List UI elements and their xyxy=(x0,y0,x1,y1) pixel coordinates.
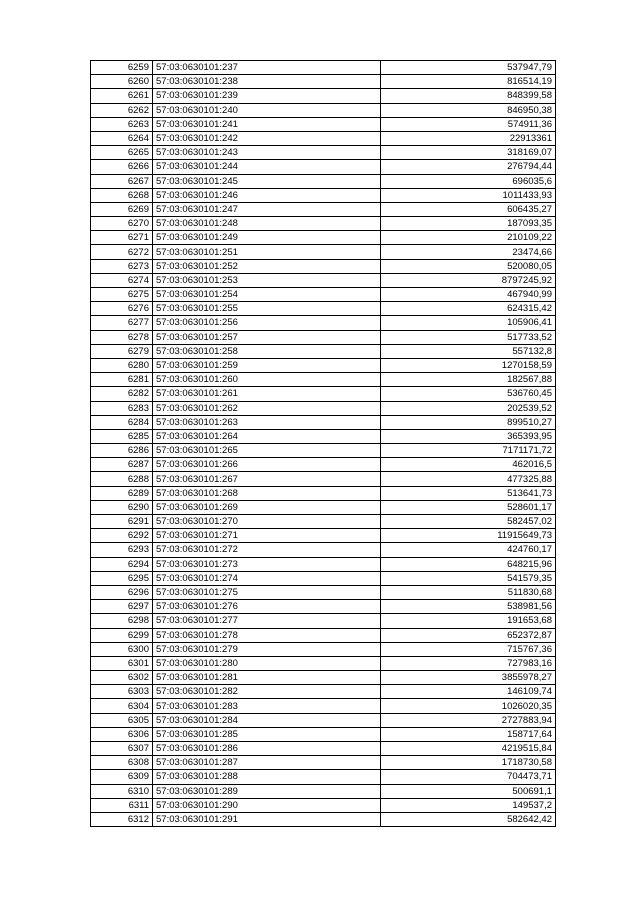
cadastral-number-cell: 57:03:0630101:261 xyxy=(153,387,381,401)
cadastral-value-cell: 648215,96 xyxy=(381,557,556,571)
cadastral-number-cell: 57:03:0630101:288 xyxy=(153,770,381,784)
cadastral-value-cell: 7171171,72 xyxy=(381,444,556,458)
cadastral-number-cell: 57:03:0630101:277 xyxy=(153,614,381,628)
cadastral-value-cell: 365393,95 xyxy=(381,429,556,443)
cadastral-value-cell: 848399,58 xyxy=(381,89,556,103)
cadastral-value-cell: 276794,44 xyxy=(381,160,556,174)
cadastral-number-cell: 57:03:0630101:285 xyxy=(153,727,381,741)
cadastral-value-cell: 477325,88 xyxy=(381,472,556,486)
cadastral-value-cell: 528601,17 xyxy=(381,500,556,514)
cadastral-value-cell: 318169,07 xyxy=(381,146,556,160)
cadastral-number-cell: 57:03:0630101:273 xyxy=(153,557,381,571)
cadastral-number-cell: 57:03:0630101:249 xyxy=(153,231,381,245)
table-row xyxy=(91,798,556,812)
table-row xyxy=(91,557,556,571)
table-row xyxy=(91,628,556,642)
cadastral-value-cell: 624315,42 xyxy=(381,302,556,316)
cadastral-number-cell: 57:03:0630101:256 xyxy=(153,316,381,330)
table-row xyxy=(91,330,556,344)
row-number-cell: 6287 xyxy=(91,458,153,472)
cadastral-value-cell: 1718730,58 xyxy=(381,756,556,770)
table-row xyxy=(91,89,556,103)
table-row xyxy=(91,401,556,415)
row-number-cell: 6298 xyxy=(91,614,153,628)
cadastral-value-cell: 816514,19 xyxy=(381,75,556,89)
cadastral-value-cell: 11915649,73 xyxy=(381,529,556,543)
cadastral-value-cell: 537947,79 xyxy=(381,61,556,75)
row-number-cell: 6278 xyxy=(91,330,153,344)
cadastral-value-cell: 467940,99 xyxy=(381,288,556,302)
table-row xyxy=(91,444,556,458)
cadastral-number-cell: 57:03:0630101:241 xyxy=(153,117,381,131)
row-number-cell: 6301 xyxy=(91,656,153,670)
cadastral-value-cell: 424760,17 xyxy=(381,543,556,557)
table-row xyxy=(91,756,556,770)
cadastral-number-cell: 57:03:0630101:268 xyxy=(153,486,381,500)
cadastral-number-cell: 57:03:0630101:252 xyxy=(153,259,381,273)
table-row xyxy=(91,415,556,429)
cadastral-number-cell: 57:03:0630101:272 xyxy=(153,543,381,557)
cadastral-value-cell: 582642,42 xyxy=(381,812,556,826)
table-row xyxy=(91,515,556,529)
table-row xyxy=(91,188,556,202)
cadastral-number-cell: 57:03:0630101:264 xyxy=(153,429,381,443)
row-number-cell: 6273 xyxy=(91,259,153,273)
table-row xyxy=(91,600,556,614)
table-row xyxy=(91,585,556,599)
row-number-cell: 6285 xyxy=(91,429,153,443)
cadastral-value-cell: 158717,64 xyxy=(381,727,556,741)
table-row xyxy=(91,770,556,784)
cadastral-number-cell: 57:03:0630101:255 xyxy=(153,302,381,316)
cadastral-number-cell: 57:03:0630101:270 xyxy=(153,515,381,529)
row-number-cell: 6304 xyxy=(91,699,153,713)
cadastral-number-cell: 57:03:0630101:267 xyxy=(153,472,381,486)
row-number-cell: 6279 xyxy=(91,344,153,358)
cadastral-number-cell: 57:03:0630101:263 xyxy=(153,415,381,429)
cadastral-value-cell: 500691,1 xyxy=(381,784,556,798)
row-number-cell: 6280 xyxy=(91,358,153,372)
table-row xyxy=(91,302,556,316)
row-number-cell: 6291 xyxy=(91,515,153,529)
cadastral-value-cell: 105906,41 xyxy=(381,316,556,330)
table-row xyxy=(91,344,556,358)
table-row xyxy=(91,642,556,656)
table-row xyxy=(91,699,556,713)
table-row xyxy=(91,742,556,756)
cadastral-value-cell: 191653,68 xyxy=(381,614,556,628)
cadastral-number-cell: 57:03:0630101:259 xyxy=(153,358,381,372)
cadastral-number-cell: 57:03:0630101:247 xyxy=(153,202,381,216)
table-row xyxy=(91,656,556,670)
table-row xyxy=(91,472,556,486)
row-number-cell: 6277 xyxy=(91,316,153,330)
row-number-cell: 6259 xyxy=(91,61,153,75)
row-number-cell: 6269 xyxy=(91,202,153,216)
cadastral-number-cell: 57:03:0630101:289 xyxy=(153,784,381,798)
row-number-cell: 6274 xyxy=(91,273,153,287)
cadastral-value-cell: 513641,73 xyxy=(381,486,556,500)
table-row xyxy=(91,358,556,372)
table-row xyxy=(91,160,556,174)
cadastral-value-cell: 1011433,93 xyxy=(381,188,556,202)
cadastral-number-cell: 57:03:0630101:279 xyxy=(153,642,381,656)
cadastral-number-cell: 57:03:0630101:286 xyxy=(153,742,381,756)
cadastral-value-cell: 517733,52 xyxy=(381,330,556,344)
cadastral-value-cell: 582457,02 xyxy=(381,515,556,529)
cadastral-value-cell: 149537,2 xyxy=(381,798,556,812)
cadastral-value-cell: 536760,45 xyxy=(381,387,556,401)
cadastral-value-cell: 727983,16 xyxy=(381,656,556,670)
row-number-cell: 6275 xyxy=(91,288,153,302)
table-row xyxy=(91,117,556,131)
cadastral-value-cell: 2727883,94 xyxy=(381,713,556,727)
row-number-cell: 6283 xyxy=(91,401,153,415)
cadastral-value-cell: 541579,35 xyxy=(381,571,556,585)
cadastral-number-cell: 57:03:0630101:282 xyxy=(153,685,381,699)
row-number-cell: 6296 xyxy=(91,585,153,599)
table-row xyxy=(91,75,556,89)
cadastral-value-cell: 715767,36 xyxy=(381,642,556,656)
row-number-cell: 6260 xyxy=(91,75,153,89)
cadastral-value-cell: 8797245,92 xyxy=(381,273,556,287)
row-number-cell: 6310 xyxy=(91,784,153,798)
row-number-cell: 6292 xyxy=(91,529,153,543)
cadastral-number-cell: 57:03:0630101:276 xyxy=(153,600,381,614)
cadastral-value-cell: 4219515,84 xyxy=(381,742,556,756)
cadastral-value-cell: 606435,27 xyxy=(381,202,556,216)
cadastral-number-cell: 57:03:0630101:280 xyxy=(153,656,381,670)
table-row xyxy=(91,387,556,401)
row-number-cell: 6267 xyxy=(91,174,153,188)
cadastral-number-cell: 57:03:0630101:262 xyxy=(153,401,381,415)
cadastral-number-cell: 57:03:0630101:244 xyxy=(153,160,381,174)
row-number-cell: 6305 xyxy=(91,713,153,727)
cadastral-value-cell: 704473,71 xyxy=(381,770,556,784)
row-number-cell: 6309 xyxy=(91,770,153,784)
cadastral-number-cell: 57:03:0630101:248 xyxy=(153,217,381,231)
table-row xyxy=(91,245,556,259)
row-number-cell: 6303 xyxy=(91,685,153,699)
cadastral-number-cell: 57:03:0630101:274 xyxy=(153,571,381,585)
cadastral-number-cell: 57:03:0630101:283 xyxy=(153,699,381,713)
cadastral-number-cell: 57:03:0630101:266 xyxy=(153,458,381,472)
row-number-cell: 6290 xyxy=(91,500,153,514)
table-row xyxy=(91,685,556,699)
cadastral-value-cell: 210109,22 xyxy=(381,231,556,245)
cadastral-value-cell: 574911,36 xyxy=(381,117,556,131)
row-number-cell: 6270 xyxy=(91,217,153,231)
row-number-cell: 6302 xyxy=(91,671,153,685)
cadastral-value-cell: 846950,38 xyxy=(381,103,556,117)
cadastral-number-cell: 57:03:0630101:258 xyxy=(153,344,381,358)
row-number-cell: 6308 xyxy=(91,756,153,770)
cadastral-number-cell: 57:03:0630101:238 xyxy=(153,75,381,89)
cadastral-value-cell: 146109,74 xyxy=(381,685,556,699)
row-number-cell: 6307 xyxy=(91,742,153,756)
cadastral-number-cell: 57:03:0630101:265 xyxy=(153,444,381,458)
cadastral-value-cell: 462016,5 xyxy=(381,458,556,472)
cadastral-value-table xyxy=(90,60,556,827)
table-row xyxy=(91,429,556,443)
row-number-cell: 6263 xyxy=(91,117,153,131)
cadastral-value-cell: 538981,56 xyxy=(381,600,556,614)
cadastral-number-cell: 57:03:0630101:240 xyxy=(153,103,381,117)
row-number-cell: 6293 xyxy=(91,543,153,557)
cadastral-value-cell: 652372,87 xyxy=(381,628,556,642)
row-number-cell: 6289 xyxy=(91,486,153,500)
row-number-cell: 6294 xyxy=(91,557,153,571)
row-number-cell: 6282 xyxy=(91,387,153,401)
row-number-cell: 6299 xyxy=(91,628,153,642)
cadastral-value-cell: 3855978,27 xyxy=(381,671,556,685)
table-row xyxy=(91,61,556,75)
cadastral-value-cell: 511830,68 xyxy=(381,585,556,599)
table-row xyxy=(91,784,556,798)
cadastral-value-cell: 696035,6 xyxy=(381,174,556,188)
cadastral-number-cell: 57:03:0630101:291 xyxy=(153,812,381,826)
row-number-cell: 6271 xyxy=(91,231,153,245)
table-row xyxy=(91,103,556,117)
table-row xyxy=(91,614,556,628)
row-number-cell: 6272 xyxy=(91,245,153,259)
table-row xyxy=(91,727,556,741)
row-number-cell: 6286 xyxy=(91,444,153,458)
table-row xyxy=(91,543,556,557)
table-row xyxy=(91,458,556,472)
cadastral-value-cell: 1026020,35 xyxy=(381,699,556,713)
table-row xyxy=(91,529,556,543)
cadastral-value-cell: 202539,52 xyxy=(381,401,556,415)
row-number-cell: 6268 xyxy=(91,188,153,202)
row-number-cell: 6312 xyxy=(91,812,153,826)
row-number-cell: 6306 xyxy=(91,727,153,741)
table-body xyxy=(91,61,556,827)
row-number-cell: 6284 xyxy=(91,415,153,429)
table-row xyxy=(91,259,556,273)
cadastral-number-cell: 57:03:0630101:271 xyxy=(153,529,381,543)
cadastral-number-cell: 57:03:0630101:253 xyxy=(153,273,381,287)
cadastral-value-cell: 182567,88 xyxy=(381,373,556,387)
row-number-cell: 6265 xyxy=(91,146,153,160)
row-number-cell: 6261 xyxy=(91,89,153,103)
row-number-cell: 6264 xyxy=(91,131,153,145)
cadastral-value-cell: 520080,05 xyxy=(381,259,556,273)
row-number-cell: 6300 xyxy=(91,642,153,656)
cadastral-number-cell: 57:03:0630101:254 xyxy=(153,288,381,302)
row-number-cell: 6288 xyxy=(91,472,153,486)
table-row xyxy=(91,812,556,826)
table-row xyxy=(91,713,556,727)
table-row xyxy=(91,486,556,500)
cadastral-number-cell: 57:03:0630101:243 xyxy=(153,146,381,160)
row-number-cell: 6281 xyxy=(91,373,153,387)
cadastral-number-cell: 57:03:0630101:251 xyxy=(153,245,381,259)
cadastral-number-cell: 57:03:0630101:246 xyxy=(153,188,381,202)
table-row xyxy=(91,571,556,585)
table-row xyxy=(91,273,556,287)
row-number-cell: 6266 xyxy=(91,160,153,174)
cadastral-number-cell: 57:03:0630101:245 xyxy=(153,174,381,188)
cadastral-number-cell: 57:03:0630101:242 xyxy=(153,131,381,145)
cadastral-number-cell: 57:03:0630101:239 xyxy=(153,89,381,103)
cadastral-value-cell: 23474,66 xyxy=(381,245,556,259)
table-row xyxy=(91,288,556,302)
table-row xyxy=(91,316,556,330)
cadastral-value-cell: 187093,35 xyxy=(381,217,556,231)
table-row xyxy=(91,174,556,188)
cadastral-number-cell: 57:03:0630101:260 xyxy=(153,373,381,387)
cadastral-value-cell: 557132,8 xyxy=(381,344,556,358)
row-number-cell: 6297 xyxy=(91,600,153,614)
row-number-cell: 6311 xyxy=(91,798,153,812)
row-number-cell: 6262 xyxy=(91,103,153,117)
table-row xyxy=(91,146,556,160)
table-row xyxy=(91,131,556,145)
table-row xyxy=(91,671,556,685)
cadastral-number-cell: 57:03:0630101:284 xyxy=(153,713,381,727)
cadastral-value-cell: 899510,27 xyxy=(381,415,556,429)
table-row xyxy=(91,373,556,387)
cadastral-number-cell: 57:03:0630101:275 xyxy=(153,585,381,599)
cadastral-number-cell: 57:03:0630101:237 xyxy=(153,61,381,75)
cadastral-number-cell: 57:03:0630101:290 xyxy=(153,798,381,812)
table-row xyxy=(91,231,556,245)
cadastral-value-cell: 22913361 xyxy=(381,131,556,145)
table-row xyxy=(91,500,556,514)
cadastral-value-cell: 1270158,59 xyxy=(381,358,556,372)
cadastral-number-cell: 57:03:0630101:287 xyxy=(153,756,381,770)
table-row xyxy=(91,217,556,231)
table-row xyxy=(91,202,556,216)
row-number-cell: 6295 xyxy=(91,571,153,585)
cadastral-number-cell: 57:03:0630101:269 xyxy=(153,500,381,514)
row-number-cell: 6276 xyxy=(91,302,153,316)
cadastral-number-cell: 57:03:0630101:281 xyxy=(153,671,381,685)
cadastral-number-cell: 57:03:0630101:278 xyxy=(153,628,381,642)
cadastral-number-cell: 57:03:0630101:257 xyxy=(153,330,381,344)
